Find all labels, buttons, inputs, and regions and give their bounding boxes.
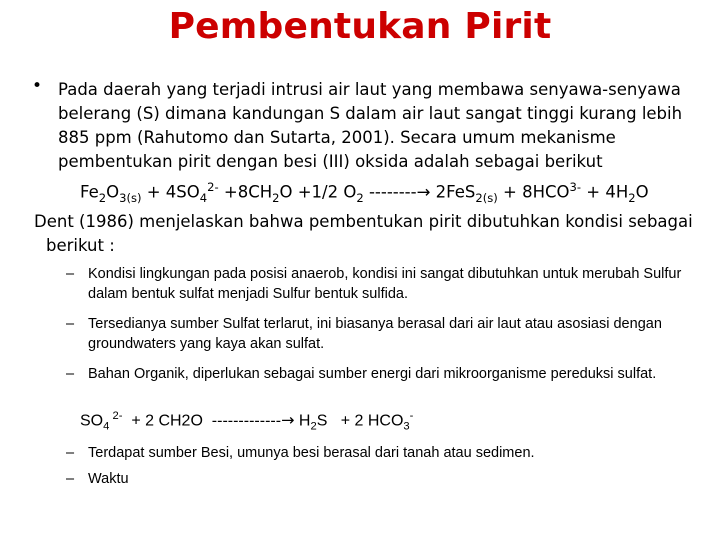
list-item — [66, 469, 696, 489]
list-item-text: Waktu — [88, 471, 129, 487]
list-item — [66, 443, 696, 463]
arrow-right-icon: → — [281, 410, 295, 430]
dash-icon: – — [66, 366, 75, 382]
list-item — [66, 364, 696, 384]
conditions-intro-line: Dent (1986) menjelaskan bahwa pembentukan pirit dibutuhkan kondisi sebagai — [34, 212, 693, 231]
conditions-intro-continuation: berikut : — [46, 236, 115, 255]
dash-icon: – — [66, 445, 75, 461]
list-item-text: Tersedianya sumber Sulfat terlarut, ini biasanya berasal dari air laut atau asosiasi dengan groundwaters yang kaya akan sulfat. — [88, 316, 662, 352]
pyrite-equation: $Fe_2O_{3(s)} + 4SO_4^{2-} +8CH_2O +1/2$ $O_2$ --------→ $2FeS_{2(s)} + 8HCO^{3-} + 4H_2O$ — [80, 180, 649, 205]
list-item-text: Terdapat sumber Besi, umunya besi berasal dari tanah atau sedimen. — [88, 445, 535, 461]
dash-icon: – — [66, 471, 75, 487]
list-item — [66, 314, 696, 354]
arrow-right-icon: → — [416, 182, 431, 202]
bullet-icon: • — [32, 76, 43, 96]
list-item-text: Kondisi lingkungan pada posisi anaerob, kondisi ini sangat dibutuhkan untuk merubah Sulfur dalam bentuk sulfat menjadi Sulfur bentuk sulfida. — [88, 266, 682, 302]
list-item-text: Bahan Organik, diperlukan sebagai sumber energi dari mikroorganisme pereduksi sulfat. — [88, 366, 657, 382]
page-title: Pembentukan Pirit — [168, 6, 552, 47]
dash-icon: – — [66, 316, 75, 332]
dash-icon: – — [66, 266, 75, 282]
intro-paragraph: Pada daerah yang terjadi intrusi air laut yang membawa senyawa-senyawa belerang (S) dimana kandungan S dalam air laut sangat tinggi kurang lebih 885 ppm (Rahutomo dan Sutarta, 2001). Secara umum mekanisme pembentukan pirit dengan besi (III) oksida adalah sebagai berikut — [58, 80, 683, 171]
sulfate-reduction-equation: $SO_4$ $^{2-}$ + 2 CH2O -------------→ $H_2S + 2$ $HCO_3^-$ — [80, 410, 414, 433]
conditions-paragraph — [34, 210, 714, 258]
list-item — [66, 264, 696, 304]
